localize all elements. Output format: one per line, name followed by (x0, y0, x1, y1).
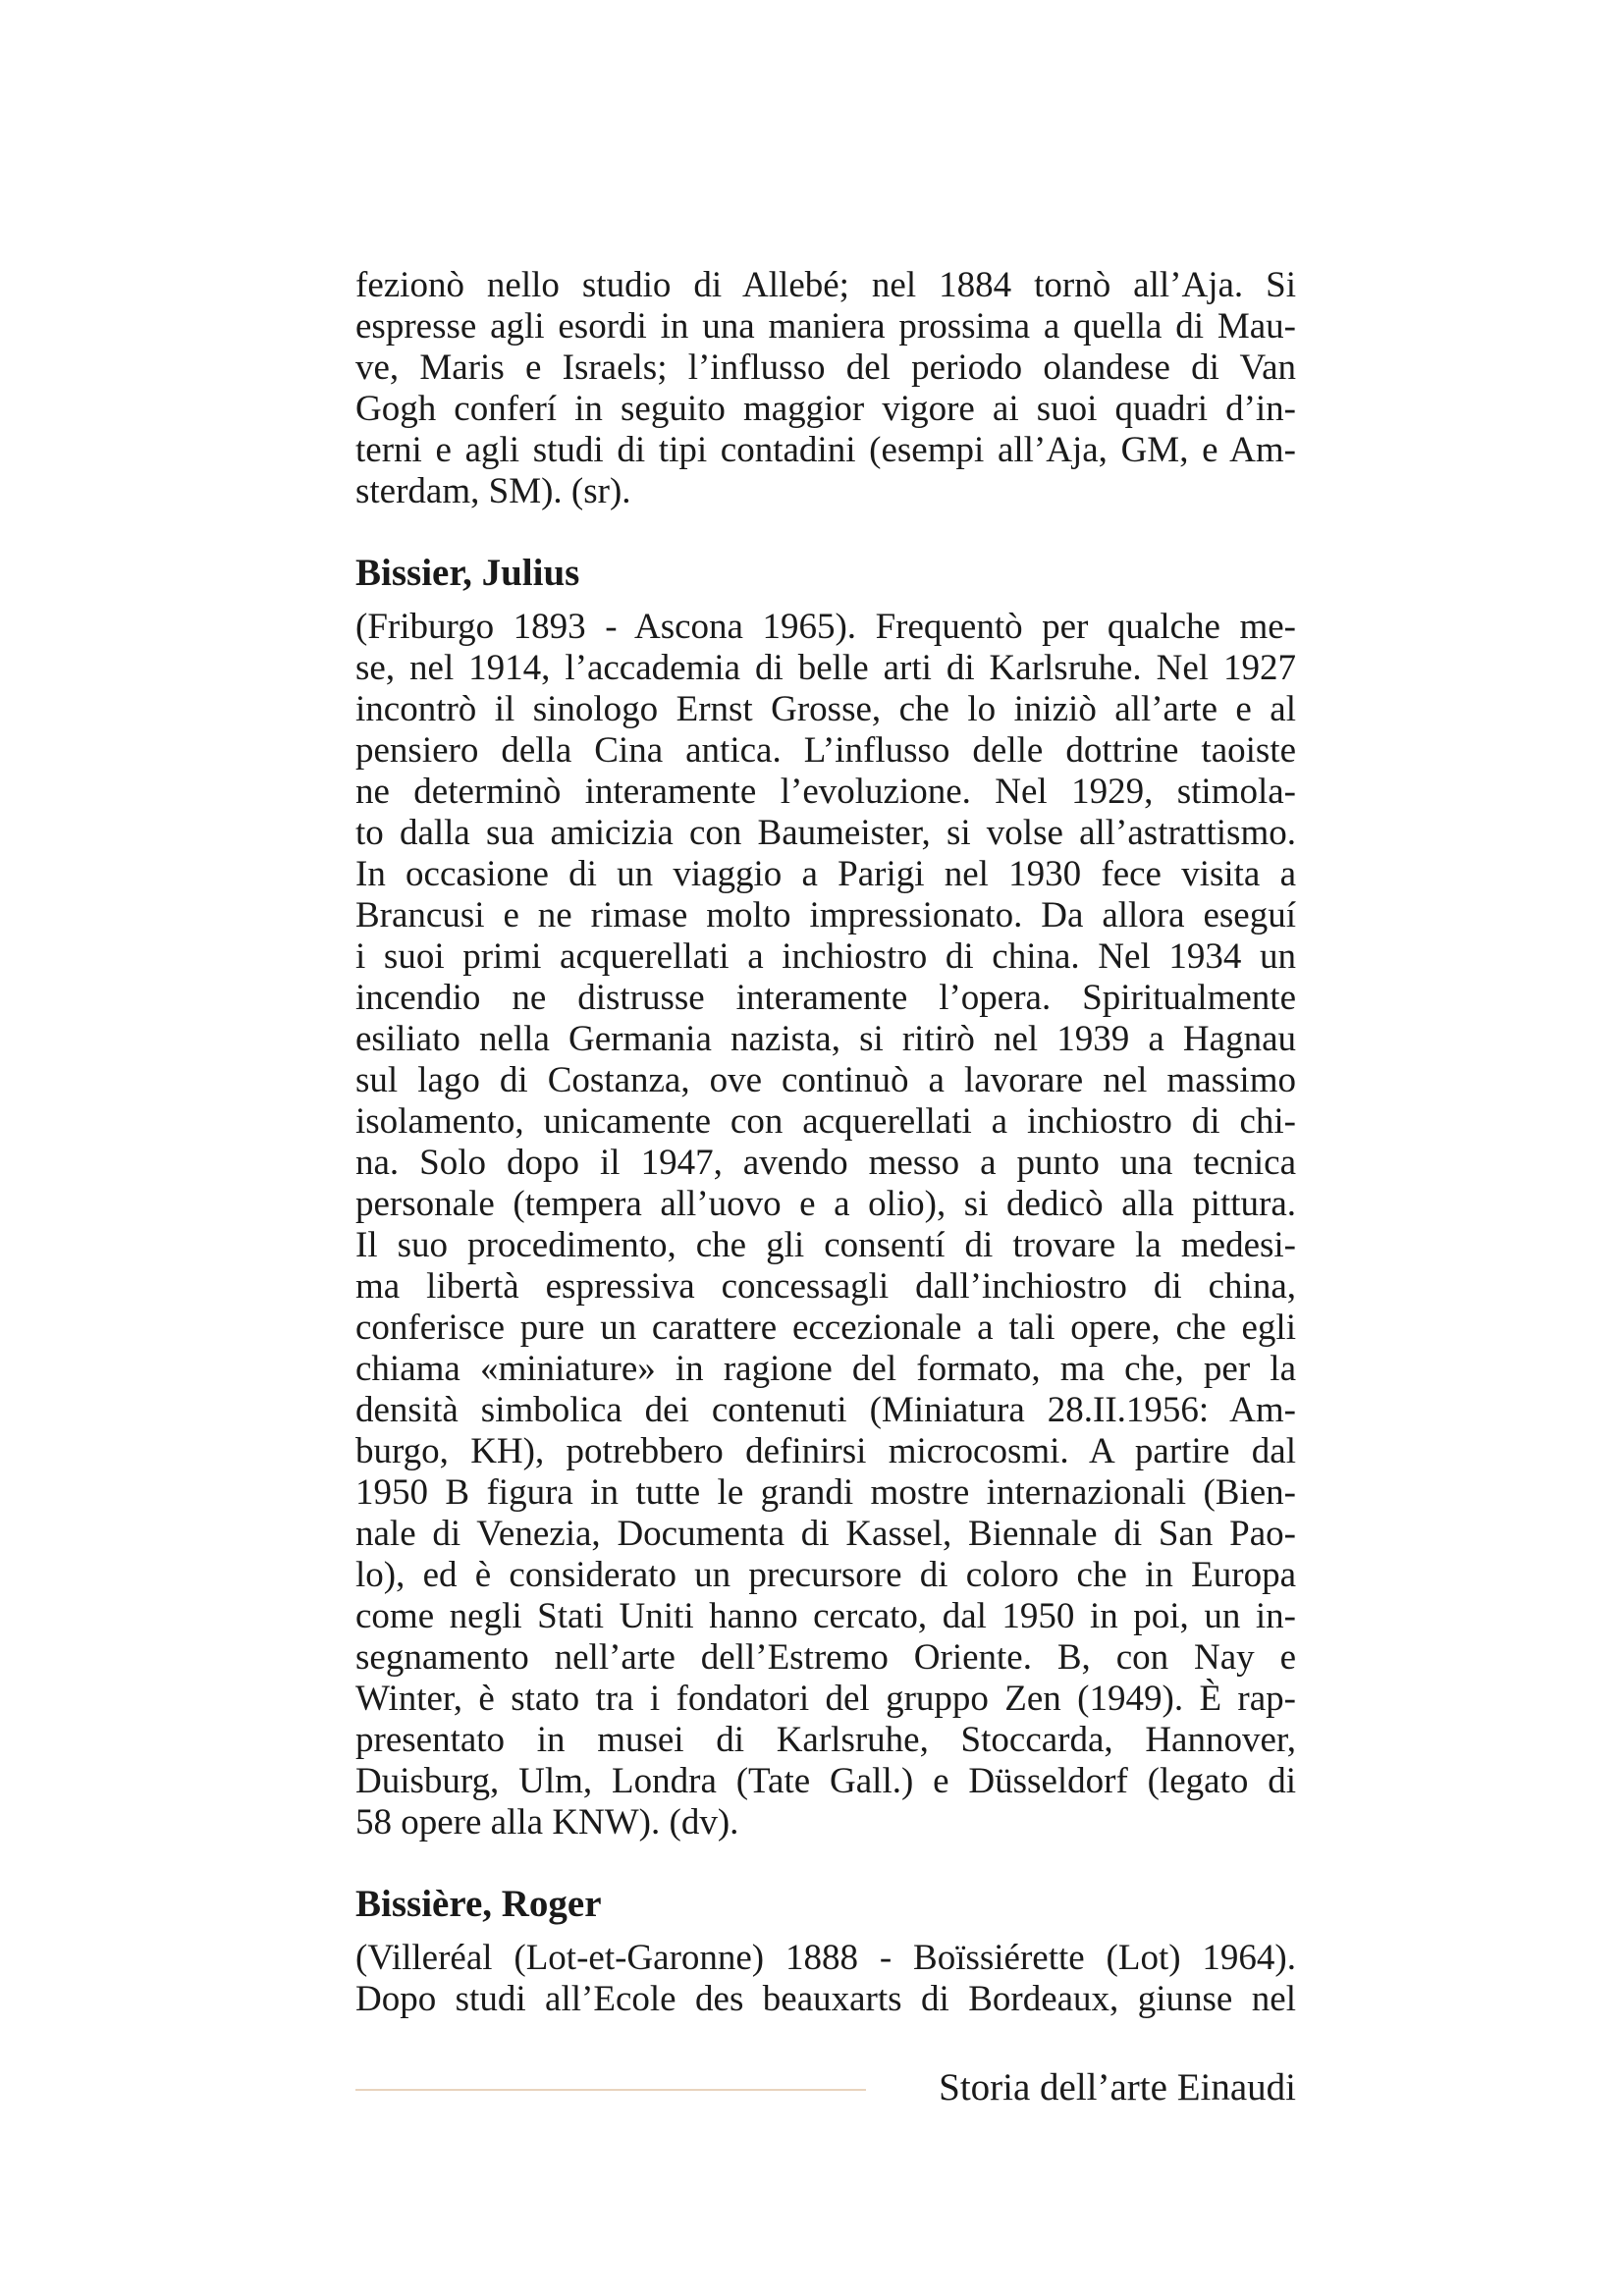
text-column (355, 265, 1296, 2020)
text-line: pensiero della Cina antica. L’influsso delle dottrine taoiste (355, 730, 1296, 771)
text-line: (Villeréal (Lot-et-Garonne) 1888 - Boïssiérette (Lot) 1964). (355, 1938, 1296, 1978)
page-footer (355, 2065, 1296, 2114)
text-line: burgo, KH), potrebbero definirsi microcosmi. A partire dal (355, 1431, 1296, 1471)
text-line: terni e agli studi di tipi contadini (esempi all’Aja, GM, e Am- (355, 430, 1296, 470)
text-line: lo), ed è considerato un precursore di coloro che in Europa (355, 1555, 1296, 1595)
text-line: 58 opere alla KNW). (dv). (355, 1802, 739, 1842)
text-line: se, nel 1914, l’accademia di belle arti di Karlsruhe. Nel 1927 (355, 648, 1296, 688)
text-line: personale (tempera all’uovo e a olio), si dedicò alla pittura. (355, 1184, 1296, 1224)
text-line: Dopo studi all’Ecole des beauxarts di Bordeaux, giunse nel (355, 1979, 1296, 2019)
text-line: presentato in musei di Karlsruhe, Stoccarda, Hannover, (355, 1720, 1296, 1760)
text-line: ne determinò interamente l’evoluzione. Nel 1929, stimola- (355, 772, 1296, 812)
footer-rule (355, 2089, 866, 2091)
footer-title: Storia dell’arte Einaudi (939, 2066, 1296, 2109)
text-line: nale di Venezia, Documenta di Kassel, Biennale di San Pao- (355, 1514, 1296, 1554)
text-line: ma libertà espressiva concessagli dall’inchiostro di china, (355, 1266, 1296, 1307)
text-line: Winter, è stato tra i fondatori del gruppo Zen (1949). È rap- (355, 1679, 1296, 1719)
entry-body-bissiere (355, 1938, 1296, 2020)
text-line: fezionò nello studio di Allebé; nel 1884 tornò all’Aja. Si (355, 265, 1296, 305)
text-line: isolamento, unicamente con acquerellati a inchiostro di chi- (355, 1101, 1296, 1142)
text-line: to dalla sua amicizia con Baumeister, si volse all’astrattismo. (355, 813, 1296, 853)
text-line: ve, Maris e Israels; l’influsso del periodo olandese di Van (355, 347, 1296, 388)
text-line: Brancusi e ne rimase molto impressionato. Da allora eseguí (355, 895, 1296, 935)
entry-title-bissiere: Bissière, Roger (355, 1883, 602, 1925)
entry-title-bissier: Bissier, Julius (355, 552, 580, 594)
text-line: In occasione di un viaggio a Parigi nel 1930 fece visita a (355, 854, 1296, 894)
text-line: chiama «miniature» in ragione del formato, ma che, per la (355, 1349, 1296, 1389)
text-line: come negli Stati Uniti hanno cercato, dal 1950 in poi, un in- (355, 1596, 1296, 1636)
text-line: segnamento nell’arte dell’Estremo Oriente. B, con Nay e (355, 1637, 1296, 1678)
intro-paragraph (355, 265, 1296, 512)
text-line: i suoi primi acquerellati a inchiostro di china. Nel 1934 un (355, 936, 1296, 977)
text-line: sterdam, SM). (sr). (355, 471, 631, 511)
text-line: (Friburgo 1893 - Ascona 1965). Frequentò per qualche me- (355, 607, 1296, 647)
text-line: Il suo procedimento, che gli consentí di trovare la medesi- (355, 1225, 1296, 1265)
text-line: 1950 B figura in tutte le grandi mostre internazionali (Bien- (355, 1472, 1296, 1513)
text-line: Duisburg, Ulm, Londra (Tate Gall.) e Düsseldorf (legato di (355, 1761, 1296, 1801)
text-line: densità simbolica dei contenuti (Miniatura 28.II.1956: Am- (355, 1390, 1296, 1430)
text-line: esiliato nella Germania nazista, si ritirò nel 1939 a Hagnau (355, 1019, 1296, 1059)
text-line: incendio ne distrusse interamente l’opera. Spiritualmente (355, 978, 1296, 1018)
text-line: Gogh conferí in seguito maggior vigore ai suoi quadri d’in- (355, 389, 1296, 429)
entry-body-bissier (355, 607, 1296, 1843)
text-line: incontrò il sinologo Ernst Grosse, che lo iniziò all’arte e al (355, 689, 1296, 729)
text-line: espresse agli esordi in una maniera prossima a quella di Mau- (355, 306, 1296, 347)
text-line: na. Solo dopo il 1947, avendo messo a punto una tecnica (355, 1143, 1296, 1183)
text-line: sul lago di Costanza, ove continuò a lavorare nel massimo (355, 1060, 1296, 1100)
text-line: conferisce pure un carattere eccezionale a tali opere, che egli (355, 1308, 1296, 1348)
